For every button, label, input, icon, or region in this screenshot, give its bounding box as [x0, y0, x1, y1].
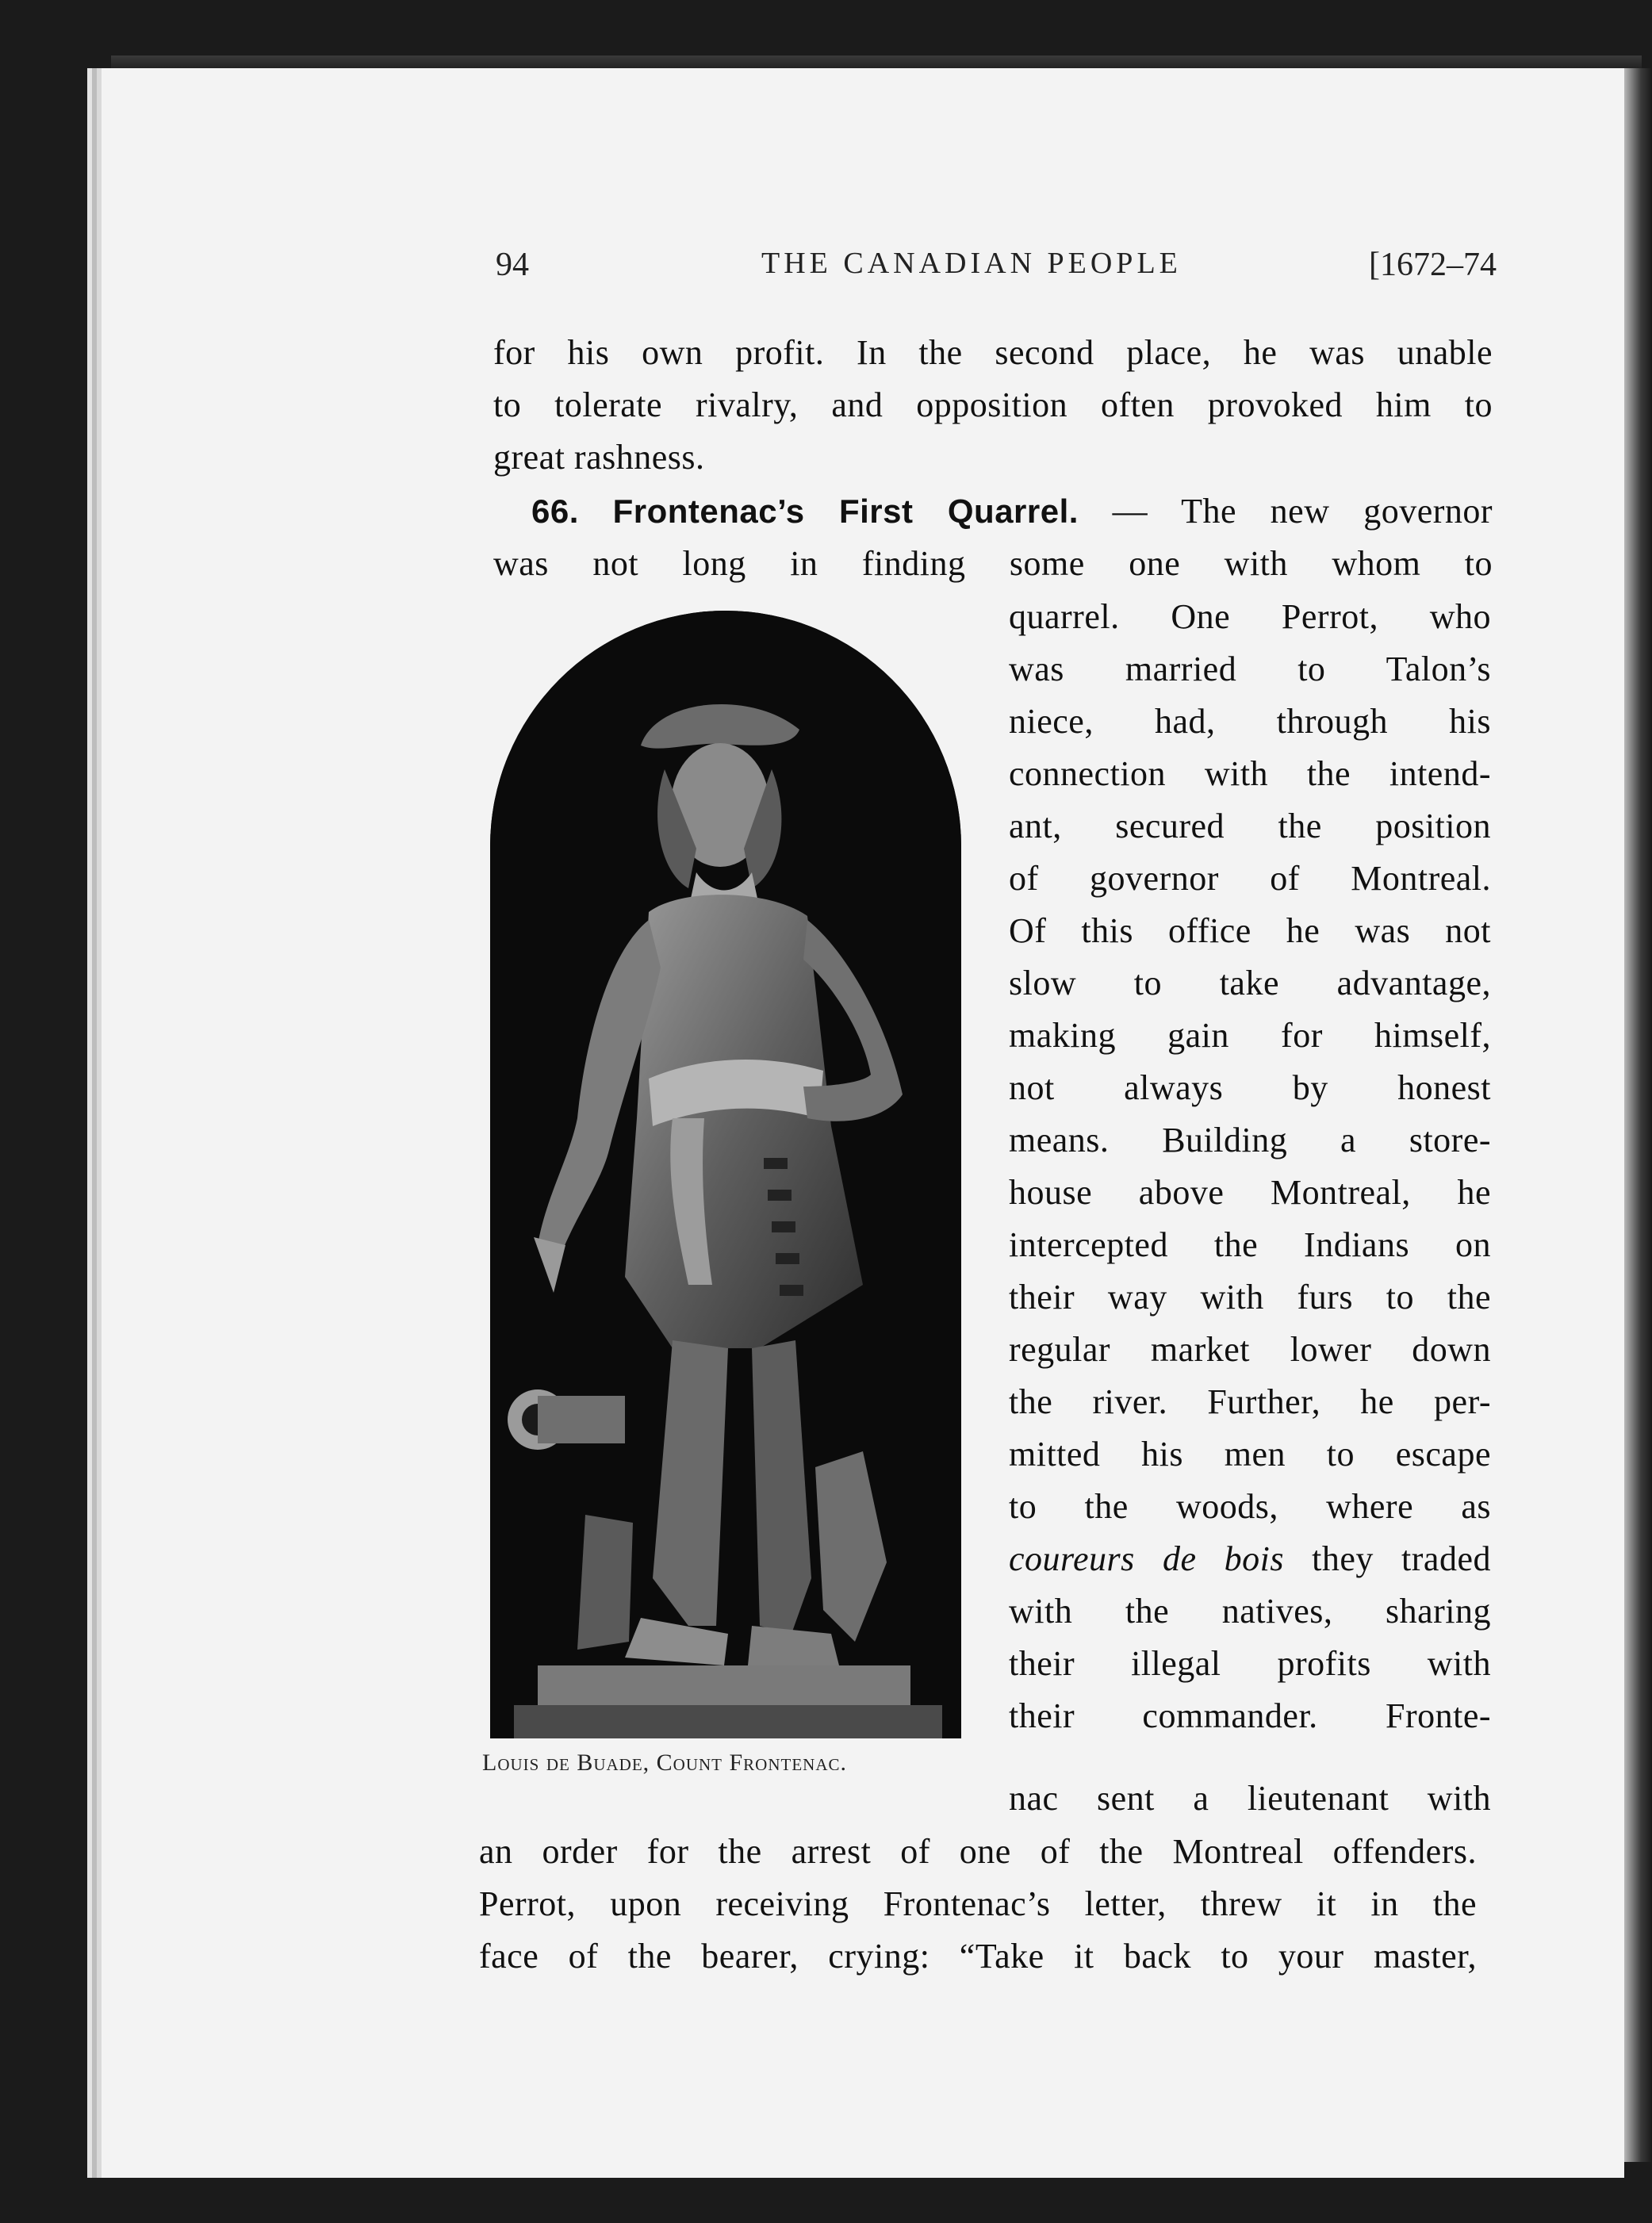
- text-line: coureurs de bois they traded: [1009, 1539, 1491, 1578]
- text-line: their way with furs to the: [1009, 1278, 1491, 1317]
- text-line: quarrel. One Perrot, who: [1009, 597, 1491, 636]
- text-line: not always by honest: [1009, 1068, 1491, 1107]
- book-gutter-shadow: [1624, 68, 1652, 2162]
- text-line: to the woods, where as: [1009, 1487, 1491, 1526]
- text-line: making gain for himself,: [1009, 1016, 1491, 1055]
- text-line: great rashness.: [493, 438, 705, 477]
- italic-term: coureurs de bois: [1009, 1539, 1284, 1578]
- text-line: Perrot, upon receiving Frontenac’s letter, threw it in the: [479, 1884, 1477, 1923]
- text-line: intercepted the Indians on: [1009, 1225, 1491, 1264]
- section-title: Frontenac’s First Quarrel.: [612, 493, 1079, 530]
- text-line: face of the bearer, crying: “Take it back to your master,: [479, 1937, 1477, 1976]
- text-line: regular market lower down: [1009, 1330, 1491, 1369]
- text-line: an order for the arrest of one of the Montreal offenders.: [479, 1832, 1477, 1871]
- text-line: the river. Further, he per-: [1009, 1382, 1491, 1421]
- text-line: their illegal profits with: [1009, 1644, 1491, 1683]
- section-text-start: — The new governor: [1112, 492, 1493, 531]
- text-line: was not long in finding some one with whom to: [493, 544, 1493, 583]
- caption-text: Louis de Buade, Count Frontenac.: [482, 1750, 848, 1776]
- text-line: slow to take advantage,: [1009, 964, 1491, 1002]
- header-years: [1672–74: [1369, 247, 1497, 283]
- statue-figure: [490, 611, 961, 1738]
- text-line: nac sent a lieutenant with: [1009, 1779, 1491, 1818]
- statue-illustration: [490, 611, 961, 1738]
- section-heading-line: [531, 485, 1493, 538]
- text-line: their commander. Fronte-: [1009, 1696, 1491, 1735]
- text-line: house above Montreal, he: [1009, 1173, 1491, 1212]
- text-line: of governor of Montreal.: [1009, 859, 1491, 898]
- text-line: niece, had, through his: [1009, 702, 1491, 741]
- text-line: ant, secured the position: [1009, 807, 1491, 845]
- text-line: to tolerate rivalry, and opposition often provoked him to: [493, 385, 1493, 424]
- text-line: Of this office he was not: [1009, 911, 1491, 950]
- text-line: for his own profit. In the second place, he was unable: [493, 333, 1493, 372]
- text-line: with the natives, sharing: [1009, 1592, 1491, 1631]
- text-line: mitted his men to escape: [1009, 1435, 1491, 1474]
- page-number: 94: [496, 247, 529, 283]
- running-header: [496, 246, 1497, 293]
- text-line: was married to Talon’s: [1009, 650, 1491, 688]
- text-line: connection with the intend-: [1009, 754, 1491, 793]
- text-line: means. Building a store-: [1009, 1121, 1491, 1159]
- figure-caption: [482, 1750, 982, 1776]
- section-number: 66.: [531, 493, 579, 530]
- running-title: THE CANADIAN PEOPLE: [761, 247, 1182, 280]
